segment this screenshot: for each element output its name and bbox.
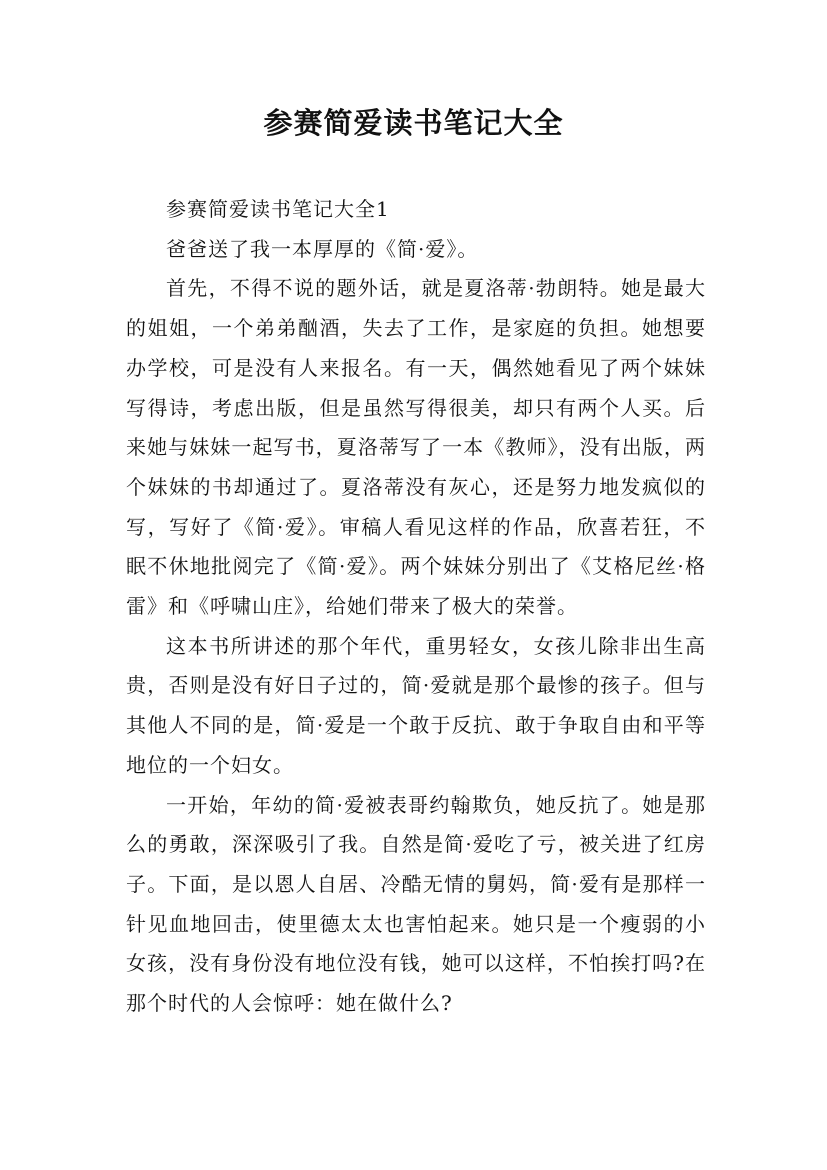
document-body xyxy=(126,190,706,1024)
paragraph: 这本书所讲述的那个年代，重男轻女，女孩儿除非出生高贵，否则是没有好日子过的，简·爱就是那个最惨的孩子。但与其他人不同的是，简·爱是一个敢于反抗、敢于争取自由和平等地位的一个妇女。 xyxy=(126,633,706,777)
document-title: 参赛简爱读书笔记大全 xyxy=(263,106,564,140)
paragraph: 首先，不得不说的题外话，就是夏洛蒂·勃朗特。她是最大的姐姐，一个弟弟酗酒，失去了工作，是家庭的负担。她想要办学校，可是没有人来报名。有一天，偶然她看见了两个妹妹写得诗，考虑出版，但是虽然写得很美，却只有两个人买。后来她与妹妹一起写书，夏洛蒂写了一本《教师》，没有出版，两个妹妹的书却通过了。夏洛蒂没有灰心，还是努力地发疯似的写，写好了《简·爱》。审稿人看见这样的作品，欣喜若狂，不眠不休地批阅完了《简·爱》。两个妹妹分别出了《艾格尼丝·格雷》和《呼啸山庄》，给她们带来了极大的荣誉。 xyxy=(126,276,706,619)
section-heading: 参赛简爱读书笔记大全1 xyxy=(166,197,390,221)
paragraph: 一开始，年幼的简·爱被表哥约翰欺负，她反抗了。她是那么的勇敢，深深吸引了我。自然是简·爱吃了亏，被关进了红房子。下面，是以恩人自居、冷酷无情的舅妈，简·爱有是那样一针见血地回击，使里德太太也害怕起来。她只是一个瘦弱的小女孩，没有身份没有地位没有钱，她可以这样，不怕挨打吗?在那个时代的人会惊呼：她在做什么? xyxy=(126,792,706,1016)
paragraph: 爸爸送了我一本厚厚的《简·爱》。 xyxy=(166,236,479,261)
